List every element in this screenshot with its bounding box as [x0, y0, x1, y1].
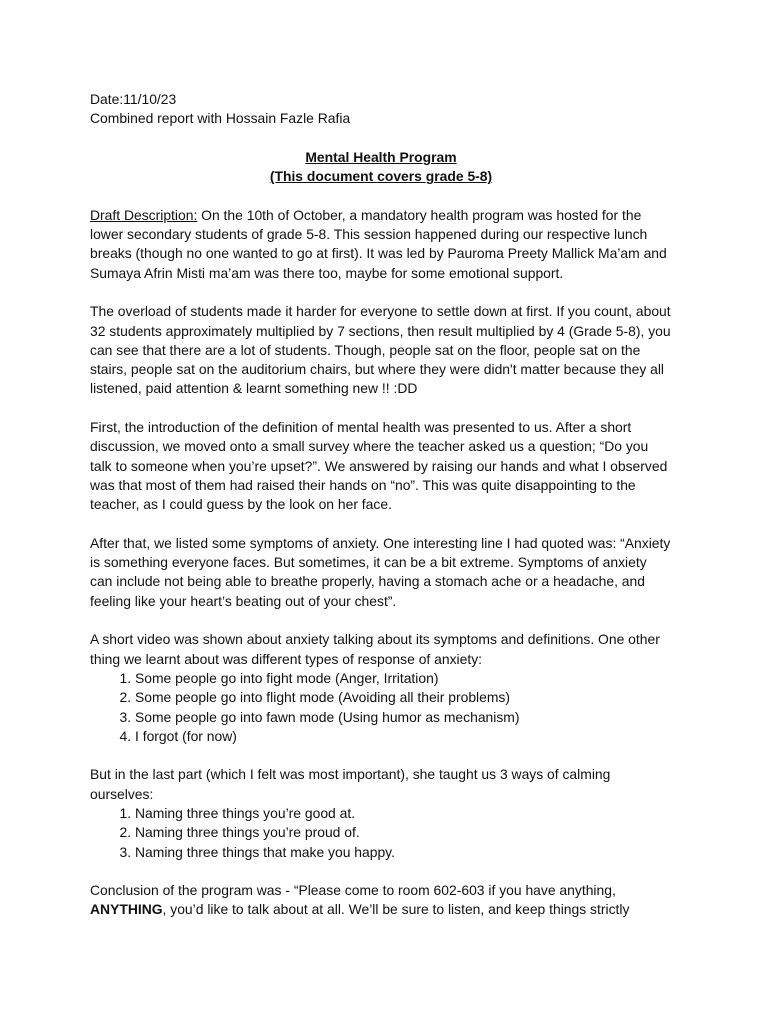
- conclusion-emphasis: ANYTHING: [90, 901, 163, 918]
- conclusion-text-end: , you’d like to talk about at all. We’ll be sure to listen, and keep things strictly: [162, 901, 630, 918]
- introduction-paragraph: First, the introduction of the definition of mental health was presented to us. After a short discussion, we moved onto a small survey where the teacher asked us a question; “Do you talk to someone when you’re upset?”. We answered by raising our hands and what I observed was that most of them had raised their hands on “no”. This was quite disappointing to the teacher, as I could guess by the look on her face.: [90, 419, 668, 513]
- document-title-block: [90, 148, 672, 187]
- list-item: 1. Naming three things you’re good at.: [135, 804, 672, 823]
- anxiety-symptoms-paragraph: After that, we listed some symptoms of anxiety. One interesting line I had quoted was: “Anxiety is something everyone faces. But sometimes, it can be a bit extreme. Symptoms of anxiety can include not being able to breathe properly, having a stomach ache or a headache, and feeling like your heart’s beating out of your chest”.: [90, 534, 671, 609]
- document-subtitle: (This document covers grade 5-8): [269, 168, 493, 185]
- video-paragraph: A short video was shown about anxiety talking about its symptoms and definitions. One other thing we learnt about was different types of response of anxiety:: [90, 631, 660, 667]
- anxiety-response-list: [90, 669, 672, 746]
- draft-description-text: On the 10th of October, a mandatory health program was hosted for the lower secondary students of grade 5-8. This session happened during our respective lunch breaks (though no one wanted to go at first). It was led by Pauroma Preety Mallick Ma’am and Sumaya Afrin Misti ma’am was there too, maybe for some emotional support.: [90, 206, 667, 281]
- list-item: 1. Some people go into fight mode (Anger, Irritation): [135, 669, 672, 688]
- list-item: 3. Naming three things that make you happy.: [135, 843, 672, 862]
- list-item: 2. Some people go into flight mode (Avoiding all their problems): [135, 688, 672, 707]
- report-date: Date:11/10/23: [90, 91, 177, 107]
- calming-paragraph: But in the last part (which I felt was most important), she taught us 3 ways of calming ourselves:: [90, 766, 611, 802]
- list-item: 2. Naming three things you’re proud of.: [135, 823, 672, 842]
- conclusion-paragraph: [90, 881, 672, 920]
- list-item: 3. Some people go into fawn mode (Using humor as mechanism): [135, 708, 672, 727]
- draft-description-paragraph: [90, 206, 672, 283]
- combined-report-note: Combined report with Hossain Fazle Rafia: [90, 110, 351, 127]
- calming-methods-list: [90, 804, 672, 862]
- overload-paragraph: The overload of students made it harder for everyone to settle down at first. If you count, about 32 students approximately multiplied by 7 sections, then result multiplied by 4 (Grade 5-8), you can see that there are a lot of students. Though, people sat on the floor, people sat on the stairs, people sat on the auditorium chairs, but where they were didn't matter because they all listened, paid attention & learnt something new !! :DD: [90, 303, 671, 397]
- conclusion-text-start: Conclusion of the program was - “Please come to room 602-603 if you have anything,: [90, 882, 616, 899]
- list-item: 4. I forgot (for now): [135, 727, 672, 746]
- document-title: Mental Health Program: [305, 148, 457, 165]
- draft-description-label: Draft Description:: [90, 206, 198, 223]
